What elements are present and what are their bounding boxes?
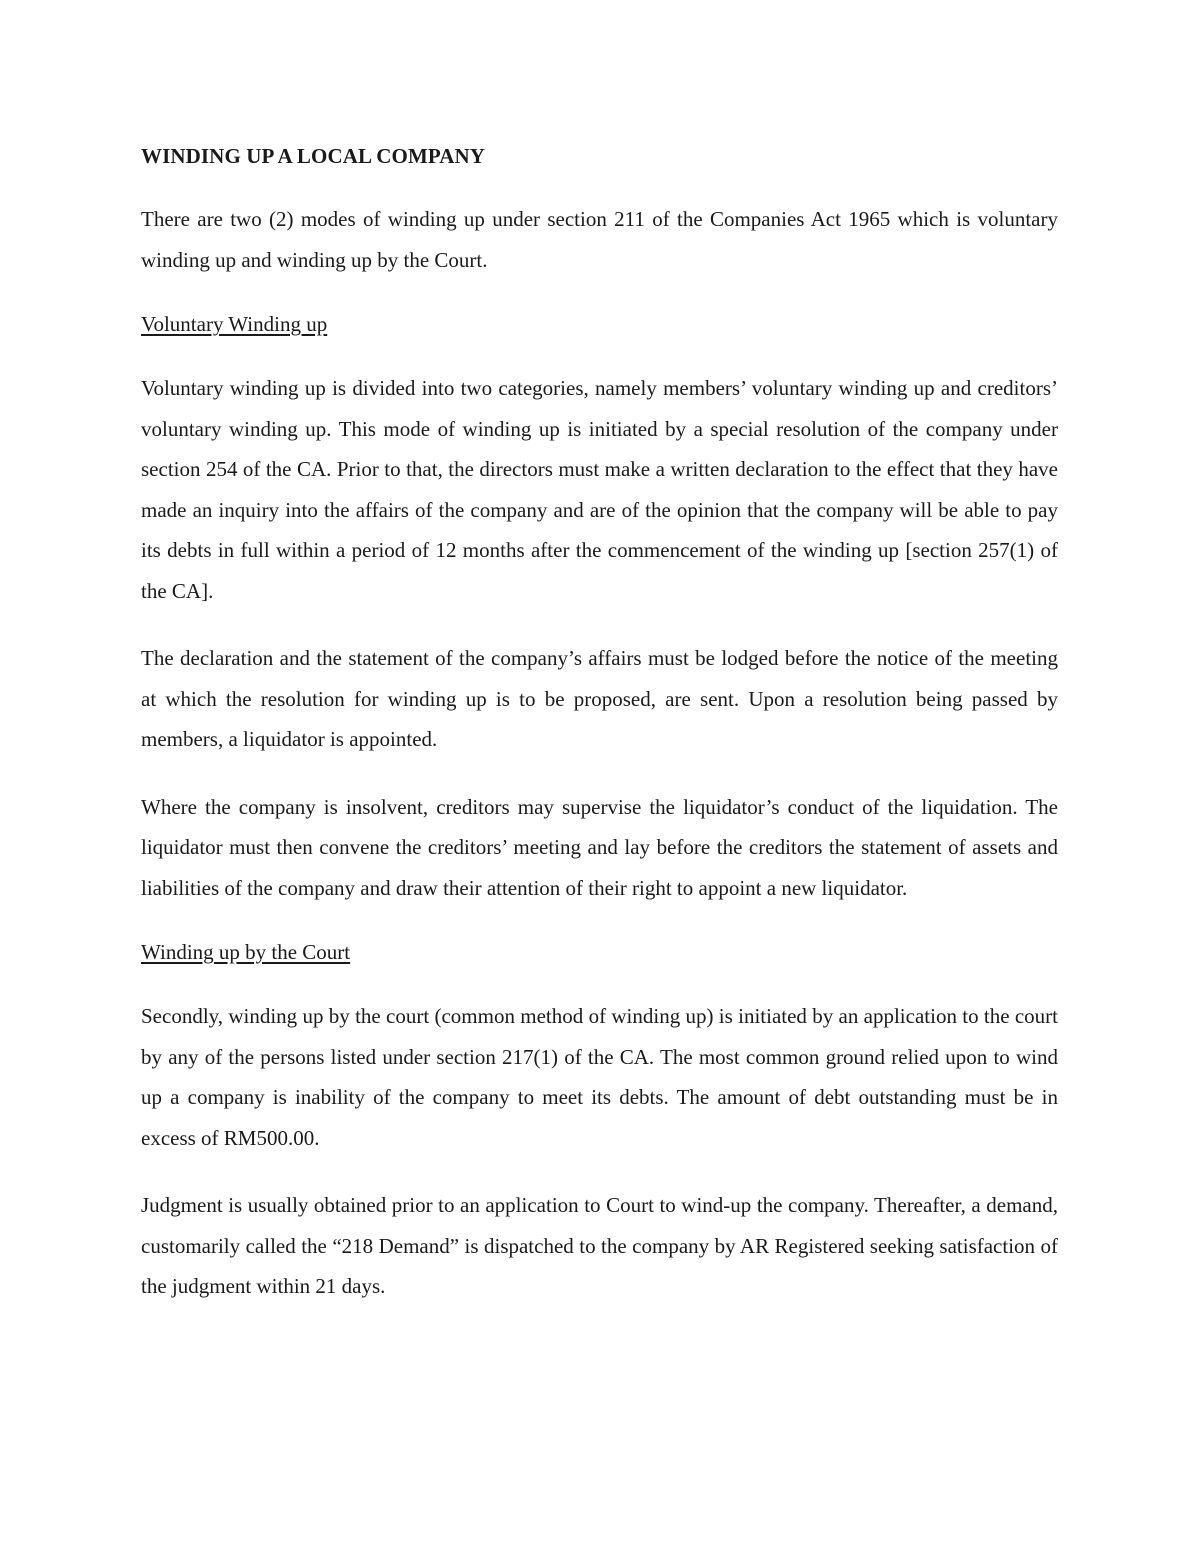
section-heading-voluntary: Voluntary Winding up — [141, 312, 328, 336]
court-paragraph-1: Secondly, winding up by the court (common method of winding up) is initiated by an application to the court by any of the persons listed under section 217(1) of the CA. The most common ground relied upon to wind up a company is inability of the company to meet its debts. The amount of debt outstanding must be in excess of RM500.00. — [141, 1004, 1058, 1150]
voluntary-paragraph-2: The declaration and the statement of the company’s affairs must be lodged before the notice of the meeting at which the resolution for winding up is to be proposed, are sent. Upon a resolution being passed by members, a liquidator is appointed. — [141, 646, 1058, 751]
section-heading-court: Winding up by the Court — [141, 940, 351, 964]
voluntary-paragraph-1: Voluntary winding up is divided into two categories, namely members’ voluntary winding up and creditors’ voluntary winding up. This mode of winding up is initiated by a special resolution of the company under section 254 of the CA. Prior to that, the directors must make a written declaration to the effect that they have made an inquiry into the affairs of the company and are of the opinion that the company will be able to pay its debts in full within a period of 12 months after the commencement of the winding up [section 257(1) of the CA]. — [141, 376, 1058, 603]
document-body — [141, 139, 1058, 1334]
intro-paragraph: There are two (2) modes of winding up under section 211 of the Companies Act 1965 which is voluntary winding up and winding up by the Court. — [141, 207, 1058, 272]
court-paragraph-2: Judgment is usually obtained prior to an application to Court to wind-up the company. Thereafter, a demand, customarily called the “218 Demand” is dispatched to the company by AR Registered seeking satisfaction of the judgment within 21 days. — [141, 1193, 1058, 1298]
voluntary-paragraph-3: Where the company is insolvent, creditors may supervise the liquidator’s conduct of the liquidation. The liquidator must then convene the creditors’ meeting and lay before the creditors the statement of assets and liabilities of the company and draw their attention of their right to appoint a new liquidator. — [141, 794, 1058, 900]
document-title: WINDING UP A LOCAL COMPANY — [141, 144, 486, 168]
